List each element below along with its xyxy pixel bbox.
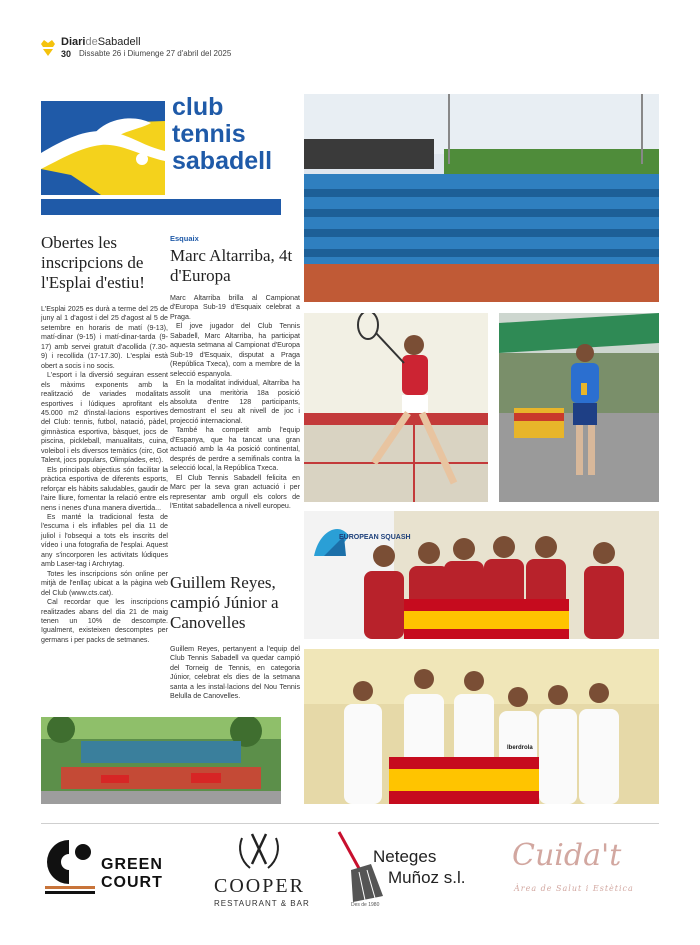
shirt-sponsor-text: Iberdrola (507, 745, 533, 751)
diari-crown-icon (41, 37, 55, 57)
green-court-line-2: COURT (101, 874, 163, 891)
cuidat-name: Cuida't (512, 838, 622, 873)
cooper-subtitle: RESTAURANT & BAR (214, 899, 310, 908)
paragraph: En la modalitat individual, Altarriba ha assolit una meritòria 18a posició absoluta d'entre 128 participants, demostrant el seu alt nivell de joc i projecció internacional. (170, 379, 300, 425)
sponsor-divider (41, 823, 659, 824)
club-tennis-sabadell-logo (41, 101, 165, 195)
article-guillem-title: Guillem Reyes, campió Júnior a Canovelles (170, 573, 279, 632)
brand-bold: Diari (61, 36, 86, 48)
paragraph: Guillem Reyes, pertanyent a l'equip del Club Tennis Sabadell va quedar campió del Torneig de Tennis, en categoria Júnior, celebrat els dies de la setmana santa a les instal·lacions del Nou Tennis Belulla de Canovelles. (170, 645, 300, 701)
article-squash-title: Marc Altarriba, 4t d'Europa (170, 246, 293, 285)
article-squash-body (170, 294, 300, 511)
article-esplai-title: Obertes les inscripcions de l'Esplai d'estiu! (41, 233, 145, 292)
paragraph: Es manté la tradicional festa de l'escuma i els inflables pel dia 11 de juliol i l'obsequi a tots els inscrits del vídeo i una fotografia de l'esplai. Aquest any s'incorporen les activitats lúdiques amb Laser-tag i Archrytag. (41, 512, 168, 569)
fork-knife-laurel-icon (234, 828, 284, 872)
paragraph: Els principals objectius són facilitar la pràctica esportiva de diferents esports, reforçar els hàbits saludables, gaudir de l'aire lliure, fomentar la relació entre els nens i nenes d'una manera divertida... (41, 465, 168, 512)
paragraph: L'Esplai 2025 es durà a terme del 25 de juny al 1 d'agost i del 25 d'agost al 5 de setembre en horaris de matí (9-13), matí-dinar (9-15) i matí-dinar-tarda (9-17) amb servei gratuït d'acollida (7.30-9) i recollida (17-17.30). L'esplai està obert a socis i no socis. (41, 305, 168, 370)
sponsor-neteges-munoz[interactable] (333, 830, 483, 910)
brand-mid: de (85, 36, 98, 48)
club-line-1: club (172, 93, 224, 121)
neteges-since: Des de 1980 (351, 902, 380, 908)
paragraph: El Club Tennis Sabadell felicita en Marc per la seva gran actuació i per representar amb orgull els colors de l'Entitat sabadellenca a nivell europeu. (170, 473, 300, 510)
paragraph: El jove jugador del Club Tennis Sabadell, Marc Altarriba, ha participat aquesta setmana al Campionat d'Europa Sub-19 d'Esquaix, disputat a Praga (República Txeca), com a membre de la selecció espanyola. (170, 322, 300, 378)
brand-rest: Sabadell (97, 36, 141, 48)
cooper-name: COOPER (214, 875, 305, 897)
photo-esplai-group (304, 94, 659, 302)
sponsor-cooper[interactable] (210, 828, 310, 908)
issue-date: Dissabte 26 i Diumenge 27 d'abril del 2025 (79, 49, 232, 58)
sponsor-cuidat[interactable] (512, 838, 660, 900)
club-line-2: tennis (172, 120, 246, 148)
photo-spain-tennis-team (304, 649, 659, 804)
club-color-bar (41, 199, 281, 215)
green-court-line-1: GREEN (101, 856, 163, 873)
photo-spain-squash-team (304, 511, 659, 639)
article-squash-section-tag: Esquaix (170, 234, 199, 243)
green-court-logo-icon (45, 838, 97, 896)
neteges-line-2: Muñoz s.l. (388, 868, 466, 887)
squash-banner-text: EUROPEAN SQUASH (339, 534, 411, 541)
cuidat-subtitle: Àrea de Salut i Estètica (514, 884, 634, 893)
article-guillem-body (170, 645, 300, 702)
page-number: 30 (61, 49, 72, 59)
photo-squash-player (304, 313, 488, 502)
club-line-3: sabadell (172, 147, 273, 175)
sponsor-green-court[interactable] (45, 838, 180, 896)
broom-icon (333, 830, 383, 905)
photo-trophy-winner (499, 313, 659, 502)
paragraph: L'esport i la diversió seguiran essent els màxims exponents amb la realització de variades modalitats esportives i lúdiques aprofitant els 45.000 m2 d'instal·lacions esportives del Club: tennis, futbol, natació, pàdel, gimnàstica esportiva, bàsquet, jocs de piscina, pickleball, manualitats, cuina, voleibol i els diversos temàtics (circ, Got Talent, jocs populars, Olimpíades, etc). (41, 371, 168, 465)
newspaper-brand[interactable] (61, 36, 141, 48)
article-esplai-body (41, 305, 168, 645)
paragraph: Marc Altarriba brilla al Campionat d'Europa Sub-19 d'Esquaix celebrat a Praga. (170, 294, 300, 321)
paragraph: També ha competit amb l'equip d'Espanya, que ha tancat una gran actuació amb la 4a posició continental, després de perdre a semifinals contra la selecció local, la República Txeca. (170, 426, 300, 473)
neteges-line-1: Neteges (373, 847, 437, 866)
club-name (172, 94, 272, 175)
paragraph: Cal recordar que les inscripcions realitzades abans del dia 21 de maig tenen un 10% de descompte. Igualment, existeixen descomptes per germans i per packs de setmanes. (41, 598, 168, 644)
photo-tennis-courts-aerial (41, 717, 281, 804)
paragraph: Totes les inscripcions són online per mitjà de l'enllaç ubicat a la pàgina web del Club (www.cts.cat). (41, 569, 168, 597)
